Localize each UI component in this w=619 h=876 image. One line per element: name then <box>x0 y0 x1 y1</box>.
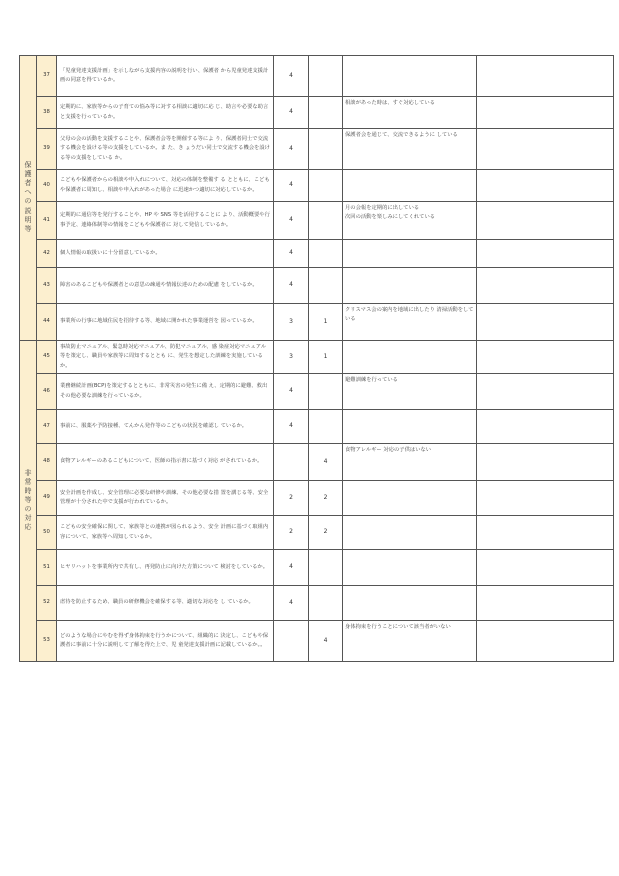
table-row <box>20 621 614 662</box>
improvement-cell <box>477 170 614 202</box>
item-question: こどもや保護者からの相談や申入れについて、対応の体制を整備す る とともに、こどもや保護者に周知し、相談や申入れがあった場合 に迅速かつ適切に対応しているか。 <box>57 170 274 202</box>
section-label-line: 保 護 <box>24 161 32 179</box>
comment-cell: クリスマス会の案内を地域に出したり 清掃活動をしている <box>343 304 477 341</box>
item-number: 52 <box>37 586 57 621</box>
comment-cell: 相談があった時は、すぐ対応している <box>343 97 477 129</box>
comment-cell <box>343 586 477 621</box>
improvement-cell <box>477 621 614 662</box>
item-question: どのような場合にやむを得ず身体拘束を行うかについて、組織的に 決定し、こどもや保護者に事前に十分に説明して了解を得た上で、児 童発達支援計画に記載しているか。。 <box>57 621 274 662</box>
comment-cell <box>343 550 477 586</box>
item-number: 53 <box>37 621 57 662</box>
section-label-line: の 対 <box>24 504 32 523</box>
answer-no-count <box>309 56 343 97</box>
section-label-line: の 説 <box>24 197 32 215</box>
table-row <box>20 341 614 374</box>
answer-no-count <box>309 586 343 621</box>
improvement-cell <box>477 129 614 170</box>
item-number: 39 <box>37 129 57 170</box>
section-label-line: 非 常 <box>24 468 32 486</box>
comment-cell <box>343 410 477 444</box>
answer-no-count <box>309 550 343 586</box>
comment-cell <box>343 170 477 202</box>
item-number: 48 <box>37 444 57 481</box>
table-row <box>20 516 614 550</box>
item-number: 50 <box>37 516 57 550</box>
item-question: 「児童発達支援計画」を示しながら支援内容の説明を行い、保護者 から児童発達支援計画の同意を得ているか。 <box>57 56 274 97</box>
table-row <box>20 56 614 97</box>
answer-no-count <box>309 170 343 202</box>
table-row <box>20 481 614 516</box>
comment-cell: 身体拘束を行うことについて該当者がいない <box>343 621 477 662</box>
section-label <box>20 469 36 533</box>
item-number: 42 <box>37 240 57 268</box>
item-question: 個人情報の取扱いに十分留意しているか。 <box>57 240 274 268</box>
answer-yes-count: 4 <box>274 410 309 444</box>
improvement-cell <box>477 550 614 586</box>
item-number: 41 <box>37 202 57 240</box>
item-question: ヒヤリハットを事業所内で共有し、再発防止に向けた方策について 検討をしているか。 <box>57 550 274 586</box>
comment-cell: 避難訓練を行っている <box>343 374 477 410</box>
comment-cell <box>343 268 477 304</box>
answer-no-count <box>309 240 343 268</box>
section-label <box>20 161 36 234</box>
item-question: 安全計画を作成し、安全管理に必要な研修や訓練、その他必要な措 置を講じる等、安全管理が十分された中で支援が行われているか。 <box>57 481 274 516</box>
item-number: 40 <box>37 170 57 202</box>
comment-cell: 食物アレルギー 対応の子供はいない <box>343 444 477 481</box>
item-number: 51 <box>37 550 57 586</box>
section-label-line: 時 等 <box>24 486 32 504</box>
improvement-cell <box>477 56 614 97</box>
table-row <box>20 129 614 170</box>
table-row <box>20 374 614 410</box>
answer-yes-count: 4 <box>274 586 309 621</box>
improvement-cell <box>477 516 614 550</box>
answer-no-count <box>309 97 343 129</box>
answer-no-count: 4 <box>309 621 343 662</box>
table-row <box>20 550 614 586</box>
answer-yes-count: 4 <box>274 550 309 586</box>
improvement-cell <box>477 268 614 304</box>
improvement-cell <box>477 374 614 410</box>
answer-no-count <box>309 268 343 304</box>
table-row <box>20 170 614 202</box>
item-question: 食物アレルギーのあるこどもについて、医師の指示書に基づく対応 がされているか。 <box>57 444 274 481</box>
item-question: 虐待を防止するため、職員の研修機会を確保する等、適切な対応を し ているか。 <box>57 586 274 621</box>
item-number: 37 <box>37 56 57 97</box>
section-label-line: 者 へ <box>24 179 32 197</box>
table-row <box>20 304 614 341</box>
section-label-line: 応 <box>24 523 32 532</box>
comment-cell <box>343 240 477 268</box>
item-question: 事業所の行事に地域住民を招待する等、地域に開かれた事業運営を 図っているか。 <box>57 304 274 341</box>
table-row <box>20 97 614 129</box>
evaluation-table-body <box>20 56 614 662</box>
answer-yes-count: 4 <box>274 374 309 410</box>
section-label-cell <box>20 341 37 662</box>
answer-no-count: 4 <box>309 444 343 481</box>
comment-cell <box>343 516 477 550</box>
table-row <box>20 444 614 481</box>
table-row <box>20 202 614 240</box>
answer-no-count: 1 <box>309 304 343 341</box>
answer-yes-count <box>274 444 309 481</box>
item-question: 障害のあるこどもや保護者との意思の疎通や情報伝達のための配慮 をしているか。 <box>57 268 274 304</box>
answer-no-count: 1 <box>309 341 343 374</box>
comment-cell <box>343 481 477 516</box>
answer-yes-count: 4 <box>274 268 309 304</box>
answer-yes-count: 3 <box>274 304 309 341</box>
item-number: 47 <box>37 410 57 444</box>
answer-yes-count: 4 <box>274 240 309 268</box>
table-row <box>20 268 614 304</box>
answer-yes-count: 4 <box>274 202 309 240</box>
answer-yes-count: 4 <box>274 56 309 97</box>
improvement-cell <box>477 481 614 516</box>
answer-yes-count: 4 <box>274 170 309 202</box>
item-number: 44 <box>37 304 57 341</box>
answer-no-count <box>309 202 343 240</box>
table-row <box>20 586 614 621</box>
item-number: 43 <box>37 268 57 304</box>
answer-no-count <box>309 129 343 170</box>
item-number: 45 <box>37 341 57 374</box>
answer-no-count <box>309 374 343 410</box>
table-row <box>20 240 614 268</box>
improvement-cell <box>477 410 614 444</box>
item-number: 38 <box>37 97 57 129</box>
answer-no-count: 2 <box>309 516 343 550</box>
improvement-cell <box>477 97 614 129</box>
item-number: 46 <box>37 374 57 410</box>
improvement-cell <box>477 202 614 240</box>
answer-yes-count: 4 <box>274 97 309 129</box>
improvement-cell <box>477 341 614 374</box>
evaluation-table <box>19 55 614 662</box>
item-question: 業務継続計画(BCP)を策定するとともに、非常災害の発生に備 え、定期的に避難、救出その他必要な訓練を行っているか。 <box>57 374 274 410</box>
comment-cell <box>343 341 477 374</box>
comment-cell: 保護者会を通じて、交流できるように している <box>343 129 477 170</box>
item-question: 定期的に通信等を発行することや、HP や SNS 等を活用することに より、活動概要や行事予定、連絡体制等の情報をこどもや保護者に 対して発信しているか。 <box>57 202 274 240</box>
answer-yes-count: 2 <box>274 516 309 550</box>
answer-no-count <box>309 410 343 444</box>
answer-yes-count <box>274 621 309 662</box>
answer-yes-count: 4 <box>274 129 309 170</box>
improvement-cell <box>477 304 614 341</box>
comment-cell: 月の会報を定期的に出している 次回の活動を楽しみにしてくれている <box>343 202 477 240</box>
section-label-line: 明 等 <box>24 215 32 233</box>
answer-yes-count: 3 <box>274 341 309 374</box>
answer-yes-count: 2 <box>274 481 309 516</box>
improvement-cell <box>477 444 614 481</box>
item-question: 定期的に、家族等からの子育ての悩み等に対する相談に適切に応 じ、助言や必要な助言と支援を行っているか。 <box>57 97 274 129</box>
item-question: 事前に、服薬や予防接種、てんかん発作等のこどもの状況を確認し ているか。 <box>57 410 274 444</box>
answer-no-count: 2 <box>309 481 343 516</box>
item-question: こどもの安全確保に関して、家族等との連携が図られるよう、安全 計画に基づく取組内容について、家族等へ周知しているか。 <box>57 516 274 550</box>
table-row <box>20 410 614 444</box>
improvement-cell <box>477 586 614 621</box>
section-label-cell <box>20 56 37 341</box>
item-question: 事故防止マニュアル、緊急時対応マニュアル、防犯マニュアル、感 染症対応マニュアル等を策定し、職員や家族等に周知するととも に、発生を想定した訓練を実施しているか。 <box>57 341 274 374</box>
improvement-cell <box>477 240 614 268</box>
comment-cell <box>343 56 477 97</box>
item-question: 父母の会の活動を支援することや、保護者会等を開催する等によ り、保護者同士で交流する機会を設ける等の支援をしているか。ま た、き ょうだい同士で交流する機会を設ける等の支援をしている か。 <box>57 129 274 170</box>
item-number: 49 <box>37 481 57 516</box>
